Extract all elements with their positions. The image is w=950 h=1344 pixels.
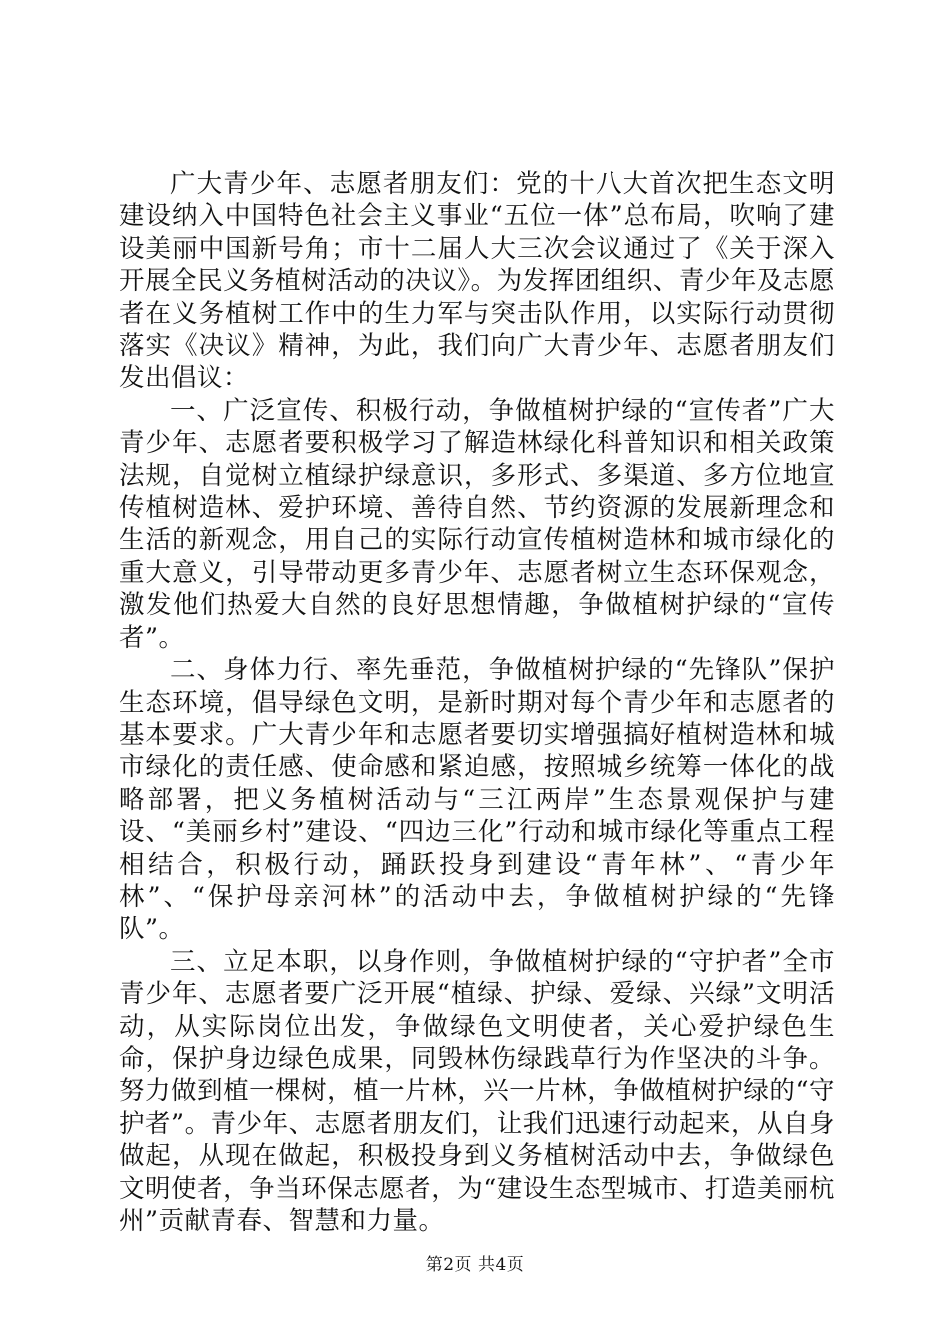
paragraph-proposal-two: 二、身体力行、率先垂范，争做植树护绿的“先锋队”保护生态环境，倡导绿色文明，是新时期对每个青少年和志愿者的基本要求。广大青少年和志愿者要切实增强搞好植树造林和城市绿化的责任感、使命感和紧迫感，按照城乡统筹一体化的战略部署，把义务植树活动与“三江两岸”生态景观保护与建设、“美丽乡村”建设、“四边三化”行动和城市绿化等重点工程相结合，积极行动，踊跃投身到建设“青年林”、“青少年林”、“保护母亲河林”的活动中去，争做植树护绿的“先锋队”。 (119, 655, 835, 945)
paragraph-intro: 广大青少年、志愿者朋友们：党的十八大首次把生态文明建设纳入中国特色社会主义事业“五位一体”总布局，吹响了建设美丽中国新号角；市十二届人大三次会议通过了《关于深入开展全民义务植树活动的决议》。为发挥团组织、青少年及志愿者在义务植树工作中的生力军与突击队作用，以实际行动贯彻落实《决议》精神，为此，我们向广大青少年、志愿者朋友们发出倡议： (119, 169, 835, 394)
page-number-footer: 第2页 共4页 (425, 1255, 525, 1275)
document-body (119, 168, 835, 1237)
paragraph-proposal-one: 一、广泛宣传、积极行动，争做植树护绿的“宣传者”广大青少年、志愿者要积极学习了解造林绿化科普知识和相关政策法规，自觉树立植绿护绿意识，多形式、多渠道、多方位地宣传植树造林、爱护环境、善待自然、节约资源的发展新理念和生活的新观念，用自己的实际行动宣传植树造林和城市绿化的重大意义，引导带动更多青少年、志愿者树立生态环保观念，激发他们热爱大自然的良好思想情趣，争做植树护绿的“宣传者”。 (119, 395, 835, 653)
paragraph-proposal-three: 三、立足本职，以身作则，争做植树护绿的“守护者”全市青少年、志愿者要广泛开展“植绿、护绿、爱绿、兴绿”文明活动，从实际岗位出发，争做绿色文明使者，关心爱护绿色生命，保护身边绿色成果，同毁林伤绿践草行为作坚决的斗争。努力做到植一棵树，植一片林，兴一片林，争做植树护绿的“守护者”。青少年、志愿者朋友们，让我们迅速行动起来，从自身做起，从现在做起，积极投身到义务植树活动中去，争做绿色文明使者，争当环保志愿者，为“建设生态型城市、打造美丽杭州”贡献青春、智慧和力量。 (119, 946, 835, 1236)
